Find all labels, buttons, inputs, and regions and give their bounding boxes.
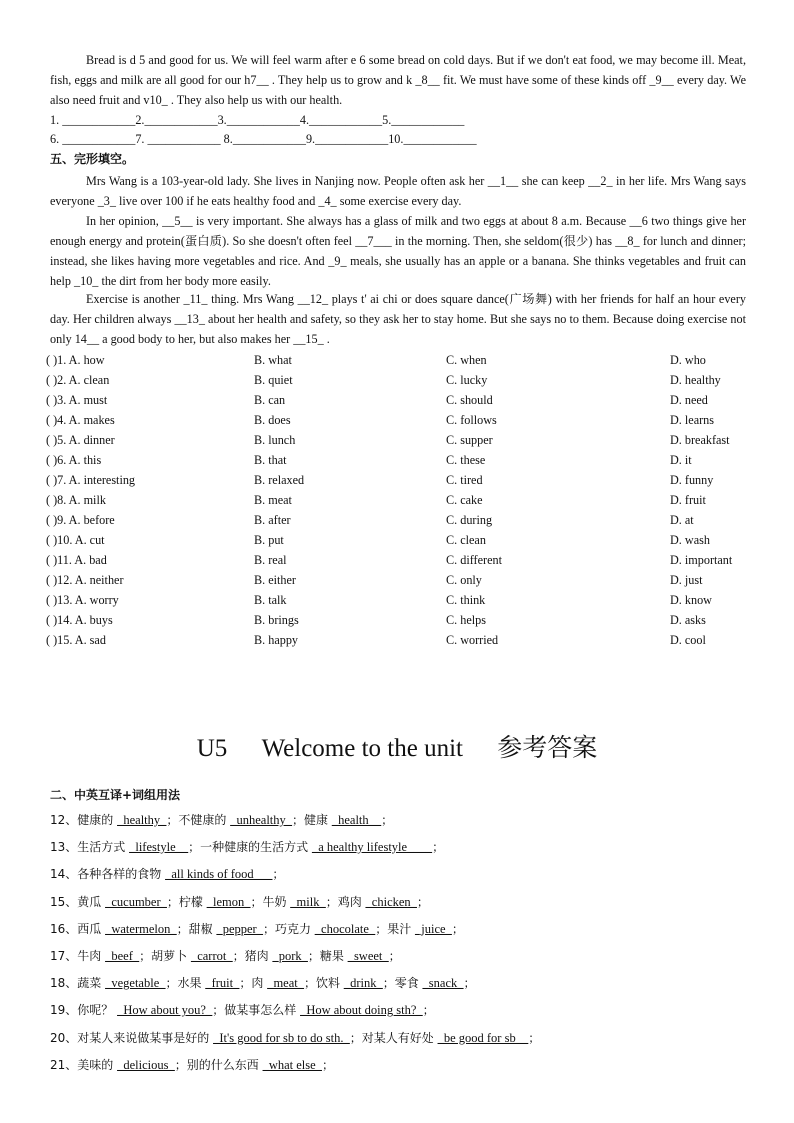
vocab-prompt: ；健康 xyxy=(292,813,332,827)
vocab-prompt: 你呢？ xyxy=(77,1003,118,1018)
option-d: D. learns xyxy=(670,413,714,427)
vocab-row xyxy=(50,946,750,966)
option-a: ( )7. A. interesting xyxy=(46,473,136,487)
option-row xyxy=(46,611,766,629)
option-a: ( )11. A. bad xyxy=(46,553,107,567)
answer-key-title xyxy=(0,728,794,764)
option-a: ( )12. A. neither xyxy=(46,573,124,587)
vocab-prompt: ；果汁 xyxy=(375,921,416,936)
option-a: ( )5. A. dinner xyxy=(46,433,115,447)
vocab-answer: _vegetable_ xyxy=(105,976,166,991)
vocab-prompt: 对某人来说做某事是好的 xyxy=(77,1030,214,1045)
option-d: D. funny xyxy=(670,473,714,487)
vocab-prompt: ；一种健康的生活方式 xyxy=(188,840,312,855)
option-row xyxy=(46,371,766,389)
vocab-answer: _beef_ xyxy=(105,949,140,963)
option-b: B. either xyxy=(254,573,296,587)
vocab-prompt: ； xyxy=(432,840,445,855)
vocab-prompt: ；水果 xyxy=(165,976,206,991)
vocab-prompt: ； xyxy=(416,894,429,909)
vocab-prompt: ；鸡肉 xyxy=(325,894,366,909)
vocab-row xyxy=(50,864,750,884)
option-b: B. what xyxy=(254,353,292,367)
option-c: C. cake xyxy=(446,493,483,507)
vocab-prompt: 各种各样的食物 xyxy=(77,867,166,882)
vocab-answer: _How about you?_ xyxy=(117,1003,213,1018)
vocab-answer: _carrot_ xyxy=(190,949,233,963)
vocab-answer: _chocolate_ xyxy=(314,921,376,936)
answer-key-label: 参考答案 xyxy=(497,735,598,762)
option-c: C. these xyxy=(446,453,486,467)
option-a: ( )10. A. cut xyxy=(46,533,105,547)
vocab-row xyxy=(50,810,750,830)
option-row xyxy=(46,411,766,429)
vocab-prompt: 生活方式 xyxy=(77,840,130,855)
vocab-answer: _pork_ xyxy=(272,949,308,963)
option-row xyxy=(46,511,766,529)
vocab-row xyxy=(50,892,750,912)
vocab-answer: _healthy_ xyxy=(117,813,167,827)
option-row xyxy=(46,391,766,409)
option-b: B. brings xyxy=(254,613,299,627)
option-b: B. talk xyxy=(254,593,287,607)
vocab-answer: _meat_ xyxy=(267,976,304,991)
vocab-prompt: ；巧克力 xyxy=(262,921,315,936)
vocab-answer: _be good for sb__ xyxy=(437,1030,529,1045)
vocab-row xyxy=(50,919,750,939)
option-b: B. that xyxy=(254,453,287,467)
option-b: B. meat xyxy=(254,493,292,507)
option-c: C. think xyxy=(446,593,486,607)
vocab-row xyxy=(50,1028,750,1048)
option-b: B. lunch xyxy=(254,433,296,447)
vocab-answer: _cucumber_ xyxy=(105,894,167,909)
vocab-number: 18、 xyxy=(50,976,78,991)
option-c: C. clean xyxy=(446,533,486,547)
option-d: D. asks xyxy=(670,613,706,627)
vocab-prompt: ；糖果 xyxy=(307,949,348,963)
vocab-prompt: ；零食 xyxy=(382,976,423,991)
option-c: C. follows xyxy=(446,413,497,427)
vocab-prompt: ；饮料 xyxy=(303,976,344,991)
option-b: B. after xyxy=(254,513,291,527)
option-b: B. put xyxy=(254,533,284,547)
vocab-row xyxy=(50,973,750,993)
vocab-prompt: 黄瓜 xyxy=(77,894,106,909)
vocab-answer: _health__ xyxy=(331,813,382,827)
vocab-number: 12、 xyxy=(50,813,78,827)
vocab-answer: _a healthy lifestyle____ xyxy=(311,840,433,855)
option-row xyxy=(46,551,766,569)
vocab-answer: _drink_ xyxy=(343,976,383,991)
vocab-number: 17、 xyxy=(50,949,78,963)
vocab-answer: _How about doing sth?_ xyxy=(300,1003,423,1018)
vocab-answer: _milk_ xyxy=(290,894,326,909)
vocab-prompt: ；猪肉 xyxy=(232,949,273,963)
vocab-number: 21、 xyxy=(50,1057,78,1072)
vocab-answer: _juice_ xyxy=(415,921,452,936)
vocab-number: 15、 xyxy=(50,894,78,909)
option-d: D. it xyxy=(670,453,692,467)
vocab-prompt: ； xyxy=(388,949,401,963)
option-b: B. relaxed xyxy=(254,473,305,487)
answer-blanks-row-2: 6. ____________7. ____________ 8.____________9.____________10.____________ xyxy=(50,132,477,146)
option-d: D. who xyxy=(670,353,706,367)
option-a: ( )1. A. how xyxy=(46,353,105,367)
option-row xyxy=(46,491,766,509)
vocab-answer: _It's good for sb to do sth._ xyxy=(213,1030,350,1045)
option-row xyxy=(46,471,766,489)
option-c: C. only xyxy=(446,573,482,587)
option-d: D. cool xyxy=(670,633,706,647)
vocab-prompt: ；胡萝卜 xyxy=(139,949,191,963)
option-row xyxy=(46,591,766,609)
vocab-row xyxy=(50,1000,750,1020)
option-a: ( )13. A. worry xyxy=(46,593,119,607)
vocab-prompt: ； xyxy=(381,813,394,827)
vocab-answer: _chicken_ xyxy=(365,894,417,909)
vocab-row xyxy=(50,837,750,857)
option-c: C. when xyxy=(446,353,487,367)
vocab-answer: _lemon_ xyxy=(206,894,251,909)
vocab-prompt: ；牛奶 xyxy=(250,894,291,909)
vocab-row xyxy=(50,1055,750,1075)
vocab-number: 20、 xyxy=(50,1030,78,1045)
reading-passage: Bread is d 5 and good for us. We will feel warm after e 6 some bread on cold days. But if we don't eat food, we may become ill. Meat, fish, eggs and milk are all good for our h7__ . They help us to grow and k _8__ fit. We must have some of these kinds off _9__ every day. We also need fruit and v10_ . They also help us with our health. xyxy=(50,53,746,107)
vocab-answer: _all kinds of food___ xyxy=(165,867,273,882)
vocab-prompt: ；柠檬 xyxy=(166,894,207,909)
vocab-answer: _pepper_ xyxy=(216,921,263,936)
option-c: C. tired xyxy=(446,473,483,487)
section-5-heading: 五、完形填空。 xyxy=(50,152,135,166)
vocab-prompt: ； xyxy=(528,1030,541,1045)
vocab-number: 14、 xyxy=(50,867,78,882)
vocab-section-heading: 二、中英互译+词组用法 xyxy=(50,788,181,802)
option-d: D. at xyxy=(670,513,694,527)
answer-blanks-row-1: 1. ____________2.____________3.____________4.____________5.____________ xyxy=(50,113,465,127)
vocab-answer: _lifestyle__ xyxy=(129,840,189,855)
option-c: C. different xyxy=(446,553,502,567)
vocab-prompt: ；肉 xyxy=(239,976,268,991)
option-row xyxy=(46,631,766,649)
vocab-answer: _watermelon_ xyxy=(105,921,177,936)
cloze-paragraph-3: Exercise is another _11_ thing. Mrs Wang __12_ plays t' ai chi or does square dance(广场舞) with her friends for half an hour every day. Her children always __13_ about her health and safety, so they ask her to stay home. But she says no to them. Because doing exercise not only 14__ a good body to her, but also makes her __15_ . xyxy=(50,292,746,346)
vocab-number: 19、 xyxy=(50,1003,78,1018)
unit-label: U5 xyxy=(196,735,228,762)
option-b: B. does xyxy=(254,413,291,427)
vocab-prompt: ； xyxy=(272,867,285,882)
option-row xyxy=(46,531,766,549)
vocab-prompt: ； xyxy=(321,1057,334,1072)
option-d: D. just xyxy=(670,573,703,587)
vocab-prompt: ；对某人有好处 xyxy=(349,1030,438,1045)
option-c: C. during xyxy=(446,513,493,527)
option-a: ( )8. A. milk xyxy=(46,493,106,507)
option-c: C. supper xyxy=(446,433,493,447)
option-row xyxy=(46,451,766,469)
vocab-answer: _sweet_ xyxy=(347,949,389,963)
vocab-prompt: ；别的什么东西 xyxy=(174,1057,263,1072)
option-b: B. real xyxy=(254,553,287,567)
option-a: ( )9. A. before xyxy=(46,513,115,527)
cloze-paragraph-2: In her opinion, __5__ is very important. She always has a glass of milk and two eggs at about 8 a.m. Because __6 two things give her enough energy and protein(蛋白质). So she doesn't often feel __7___ in the morning. Then, she seldom(很少) has __8_ for lunch and dinner; instead, she likes having more vegetables and rice. And _9_ meals, she usually has an apple or a banana. She thinks vegetables and fruit can help _10_ the dirt from her body more easily. xyxy=(50,214,746,288)
option-d: D. healthy xyxy=(670,373,721,387)
option-c: C. helps xyxy=(446,613,486,627)
vocab-prompt: 牛肉 xyxy=(77,949,106,963)
vocab-answer: _unhealthy_ xyxy=(230,813,293,827)
vocab-prompt: ；甜椒 xyxy=(176,921,217,936)
cloze-paragraph-1: Mrs Wang is a 103-year-old lady. She lives in Nanjing now. People often ask her __1__ she can keep __2_ in her life. Mrs Wang says everyone _3_ live over 100 if he eats healthy food and _4_ some exercise every day. xyxy=(50,174,746,208)
option-c: C. should xyxy=(446,393,493,407)
option-d: D. need xyxy=(670,393,708,407)
option-c: C. worried xyxy=(446,633,499,647)
option-a: ( )15. A. sad xyxy=(46,633,106,647)
vocab-prompt: ； xyxy=(451,921,464,936)
option-d: D. breakfast xyxy=(670,433,730,447)
option-d: D. know xyxy=(670,593,712,607)
option-c: C. lucky xyxy=(446,373,488,387)
option-row xyxy=(46,431,766,449)
vocab-answer: _snack_ xyxy=(422,976,464,991)
vocab-answer: _delicious_ xyxy=(117,1057,175,1072)
option-b: B. quiet xyxy=(254,373,293,387)
option-a: ( )14. A. buys xyxy=(46,613,113,627)
option-b: B. can xyxy=(254,393,286,407)
option-row xyxy=(46,571,766,589)
vocab-prompt: ； xyxy=(463,976,476,991)
vocab-prompt: 蔬菜 xyxy=(77,976,106,991)
option-a: ( )6. A. this xyxy=(46,453,102,467)
vocab-prompt: 西瓜 xyxy=(77,921,106,936)
unit-name: Welcome to the unit xyxy=(261,735,463,762)
vocab-prompt: ； xyxy=(422,1003,435,1018)
option-a: ( )3. A. must xyxy=(46,393,108,407)
option-d: D. fruit xyxy=(670,493,706,507)
vocab-answer: _fruit_ xyxy=(205,976,240,991)
vocab-prompt: 健康的 xyxy=(77,813,118,827)
option-b: B. happy xyxy=(254,633,299,647)
vocab-number: 13、 xyxy=(50,840,78,855)
option-d: D. wash xyxy=(670,533,710,547)
vocab-answer: _what else_ xyxy=(262,1057,322,1072)
option-a: ( )4. A. makes xyxy=(46,413,115,427)
vocab-prompt: ；不健康的 xyxy=(166,813,231,827)
option-d: D. important xyxy=(670,553,733,567)
vocab-number: 16、 xyxy=(50,921,78,936)
option-a: ( )2. A. clean xyxy=(46,373,110,387)
option-row xyxy=(46,351,766,369)
vocab-prompt: 美味的 xyxy=(77,1057,118,1072)
vocab-prompt: ；做某事怎么样 xyxy=(212,1003,301,1018)
